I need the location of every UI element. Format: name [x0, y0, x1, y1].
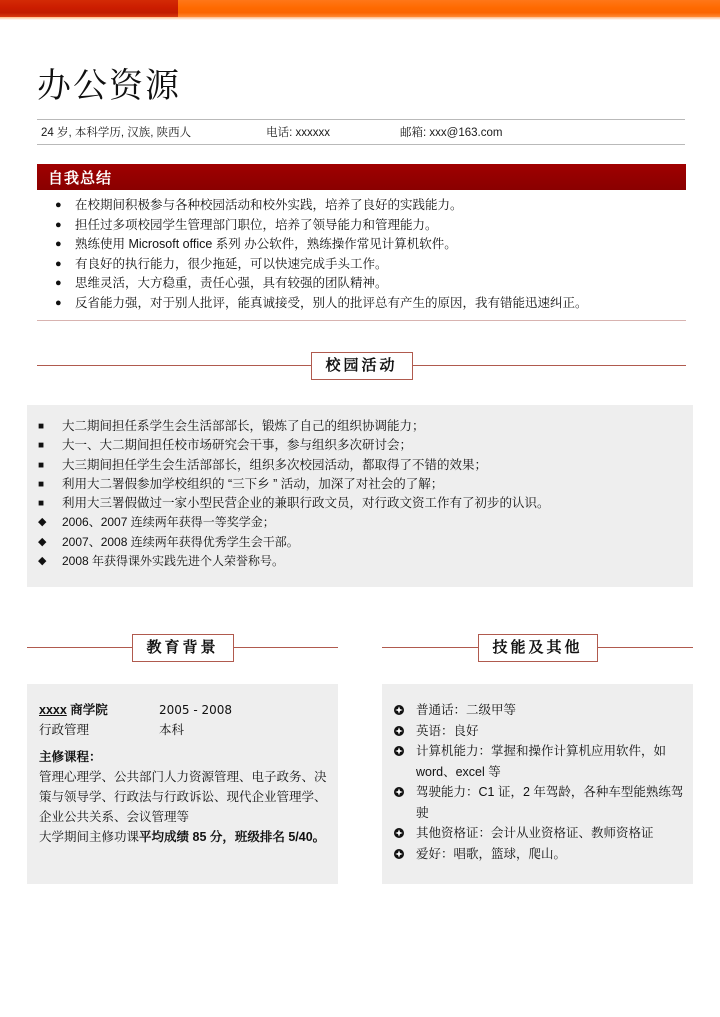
bullet-diamond-icon: ◆	[38, 516, 47, 529]
divider-left	[382, 647, 478, 648]
campus-activity-list	[37, 417, 685, 571]
education-gpa-prefix: 大学期间主修功课	[39, 830, 140, 844]
list-item	[37, 436, 685, 455]
list-item-text: 反省能力强，对于别人批评，能真诚接受，别人的批评总有产生的原因，我有错能迅速纠正。	[75, 295, 588, 310]
list-item-text: 2007、2008 连续两年获得优秀学生会干部。	[62, 534, 299, 549]
list-item	[394, 721, 685, 742]
list-item-text: 驾驶能力：C1 证，2 年驾龄，各种车型能熟练驾驶	[416, 785, 684, 820]
list-item	[55, 294, 695, 314]
list-item	[55, 255, 695, 275]
bullet-star-circle-icon	[394, 741, 416, 756]
contact-strip	[37, 119, 685, 145]
bullet-dot-icon: ●	[55, 296, 62, 309]
list-item	[37, 417, 685, 436]
education-courses-body: 管理心理学、公共部门人力资源管理、电子政务、决策与领导学、行政法与行政诉讼、现代企业管理学、企业公共关系、会议管理等	[39, 770, 327, 824]
education-section-title: 教育背景	[132, 634, 234, 662]
banner-red-segment	[0, 0, 178, 17]
education-school-prefix: xxxx	[39, 703, 67, 717]
list-item-text: 其他资格证：会计从业资格证、教师资格证	[416, 826, 654, 840]
bullet-diamond-icon: ◆	[38, 555, 47, 568]
skills-list	[394, 700, 685, 864]
self-summary-header-bar	[37, 164, 686, 190]
education-section-header	[27, 634, 338, 662]
list-item	[55, 216, 695, 236]
list-item-text: 计算机能力：掌握和操作计算机应用软件，如 word、excel 等	[416, 744, 667, 779]
list-item-text: 爱好：唱歌，篮球，爬山。	[416, 846, 567, 861]
list-item	[55, 274, 695, 294]
list-item	[394, 844, 685, 865]
campus-section-title: 校园活动	[311, 352, 413, 380]
education-degree: 本科	[159, 723, 185, 737]
list-item-text: 2008 年获得课外实践先进个人荣誉称号。	[62, 554, 285, 569]
banner-orange-segment	[178, 0, 720, 17]
top-banner	[0, 0, 720, 17]
list-item	[37, 475, 685, 494]
self-summary-title: 自我总结	[48, 169, 113, 187]
contact-email: 邮箱: xxx@163.com	[400, 127, 503, 139]
bullet-dot-icon: ●	[55, 257, 62, 270]
skills-section-header	[382, 634, 693, 662]
bullet-square-icon: ■	[38, 421, 45, 432]
bullet-square-icon: ■	[38, 498, 45, 510]
list-item	[394, 782, 685, 823]
bullet-diamond-icon: ◆	[38, 535, 47, 548]
list-item	[37, 513, 685, 532]
list-item-text: 利用大二署假参加学校组织的 “三下乡 ” 活动，加深了对社会的了解；	[62, 476, 444, 491]
bullet-star-circle-icon	[394, 823, 416, 838]
list-item	[55, 235, 695, 255]
list-item	[37, 533, 685, 552]
education-years: 2005 - 2008	[159, 703, 233, 717]
bullet-dot-icon: ●	[55, 218, 62, 231]
bullet-star-circle-icon	[394, 721, 416, 736]
list-item	[394, 741, 685, 782]
skills-panel	[382, 684, 693, 884]
education-gpa-value: 平均成绩 85 分，班级排名 5/40。	[139, 830, 326, 844]
list-item-text: 英语：良好	[416, 723, 479, 738]
list-item	[394, 823, 685, 844]
divider-right	[598, 647, 694, 648]
divider-left	[27, 647, 132, 648]
bullet-square-icon: ■	[38, 440, 45, 452]
list-item-text: 普通话：二级甲等	[416, 703, 517, 717]
bullet-dot-icon: ●	[55, 199, 62, 211]
list-item	[394, 700, 685, 721]
education-content	[39, 700, 328, 847]
list-item-text: 担任过多项校园学生管理部门职位，培养了领导能力和管理能力。	[75, 217, 438, 232]
list-item-text: 大三期间担任学生会生活部部长，组织多次校园活动，都取得了不错的效果；	[62, 457, 488, 472]
bullet-star-circle-icon	[394, 700, 416, 715]
banner-shadow	[0, 17, 720, 20]
list-item-text: 2006、2007 连续两年获得一等奖学金；	[62, 515, 275, 530]
list-item-text: 熟练使用 Microsoft office 系列 办公软件，熟练操作常见计算机软件。	[75, 237, 457, 251]
list-item-text: 在校期间积极参与各种校园活动和校外实践，培养了良好的实践能力。	[75, 198, 463, 212]
bullet-square-icon: ■	[38, 459, 45, 471]
list-item-text: 思维灵活，大方稳重，责任心强，具有较强的团队精神。	[75, 276, 388, 290]
education-school-name: 商学院	[66, 703, 108, 717]
bullet-square-icon: ■	[38, 478, 45, 490]
bullet-dot-icon: ●	[55, 238, 62, 250]
list-item-text: 有良好的执行能力，很少拖延，可以快速完成手头工作。	[75, 256, 388, 271]
list-item-text: 利用大三署假做过一家小型民营企业的兼职行政文员，对行政文资工作有了初步的认识。	[62, 496, 550, 511]
bullet-star-circle-icon	[394, 782, 416, 797]
education-school-row	[39, 700, 328, 720]
education-courses-label: 主修课程：	[39, 750, 102, 764]
list-item	[37, 552, 685, 571]
divider-right	[413, 365, 687, 366]
page-title: 办公资源	[37, 66, 181, 106]
campus-panel	[27, 405, 693, 587]
list-item-text: 大二期间担任系学生会生活部部长，锻炼了自己的组织协调能力；	[62, 419, 425, 433]
bullet-dot-icon: ●	[55, 277, 62, 289]
list-item	[37, 456, 685, 475]
list-item	[55, 196, 695, 216]
education-panel	[27, 684, 338, 884]
skills-section-title: 技能及其他	[478, 634, 598, 662]
contact-basic-info: 24 岁, 本科学历, 汉族, 陕西人	[41, 127, 192, 139]
education-gpa-row	[39, 827, 328, 847]
self-summary-divider	[37, 320, 686, 321]
list-item-text: 大一、大二期间担任校市场研究会干事，参与组织多次研讨会；	[62, 438, 413, 453]
divider-right	[234, 647, 339, 648]
education-school	[39, 700, 159, 720]
list-item	[37, 494, 685, 513]
self-summary-list	[55, 196, 695, 313]
education-major-row	[39, 720, 328, 740]
education-major: 行政管理	[39, 723, 90, 737]
divider-left	[37, 365, 311, 366]
bullet-star-circle-icon	[394, 844, 416, 859]
contact-phone: 电话: xxxxxx	[266, 127, 331, 139]
campus-section-header	[37, 352, 686, 380]
